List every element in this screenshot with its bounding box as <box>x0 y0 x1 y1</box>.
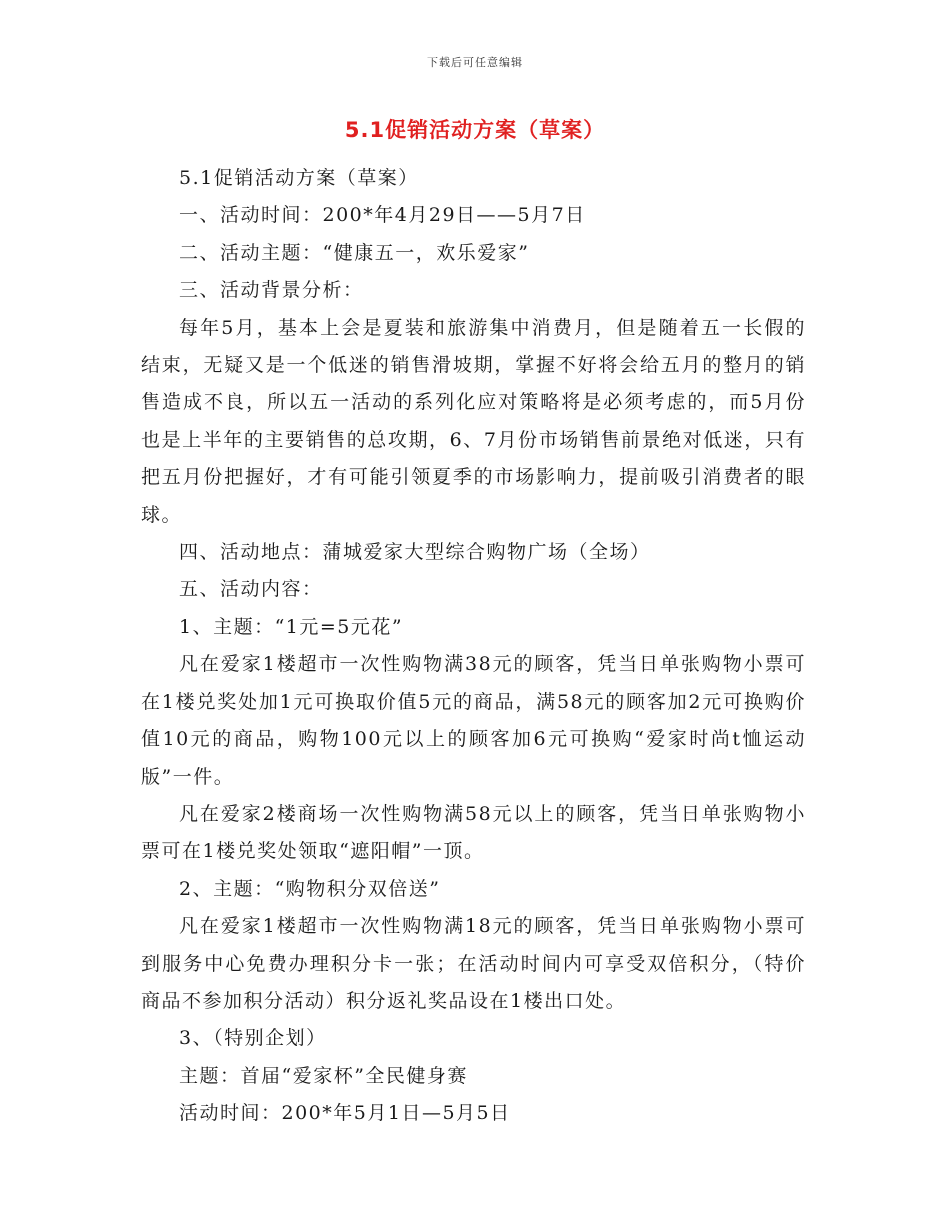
body-paragraph: 三、活动背景分析： <box>179 279 364 302</box>
body-paragraph: 2、主题：“购物积分双倍送” <box>179 877 441 900</box>
body-paragraph: 1、主题：“1元=5元花” <box>179 615 404 638</box>
body-paragraph: 凡在爱家2楼商场一次性购物满58元以上的顾客，凭当日单张购物小票可在1楼兑奖处领取“遮阳帽”一顶。 <box>141 802 806 863</box>
body-paragraph: 四、活动地点：蒲城爱家大型综合购物广场（全场） <box>179 541 651 564</box>
header-note: 下载后可任意编辑 <box>427 56 523 69</box>
document-title: 5.1促销活动方案（草案） <box>344 118 606 142</box>
document-body <box>141 160 806 1133</box>
body-paragraph: 每年5月，基本上会是夏装和旅游集中消费月，但是随着五一长假的结束，无疑又是一个低迷的销售滑坡期，掌握不好将会给五月的整月的销售造成不良，所以五一活动的系列化应对策略将是必须考虑的，而5月份也是上半年的主要销售的总攻期，6、7月份市场销售前景绝对低迷，只有把五月份把握好，才有可能引领夏季的市场影响力，提前吸引消费者的眼球。 <box>141 316 806 526</box>
body-paragraph: 活动时间：200*年5月1日—5月5日 <box>179 1102 511 1125</box>
body-paragraph: 凡在爱家1楼超市一次性购物满38元的顾客，凭当日单张购物小票可在1楼兑奖处加1元可换取价值5元的商品，满58元的顾客加2元可换购价值10元的商品，购物100元以上的顾客加6元可换购“爱家时尚t恤运动版”一件。 <box>141 653 806 788</box>
body-paragraph: 5.1促销活动方案（草案） <box>179 167 419 189</box>
body-paragraph: 五、活动内容： <box>179 578 323 601</box>
body-paragraph: 一、活动时间：200*年4月29日——5月7日 <box>179 204 586 227</box>
body-paragraph: 3、（特别企划） <box>179 1027 327 1050</box>
body-paragraph: 二、活动主题：“健康五一，欢乐爱家” <box>179 241 530 264</box>
body-paragraph: 主题：首届“爱家杯”全民健身赛 <box>179 1064 468 1087</box>
body-paragraph: 凡在爱家1楼超市一次性购物满18元的顾客，凭当日单张购物小票可到服务中心免费办理积分卡一张；在活动时间内可享受双倍积分，（特价商品不参加积分活动）积分返礼奖品设在1楼出口处。 <box>141 915 806 1012</box>
